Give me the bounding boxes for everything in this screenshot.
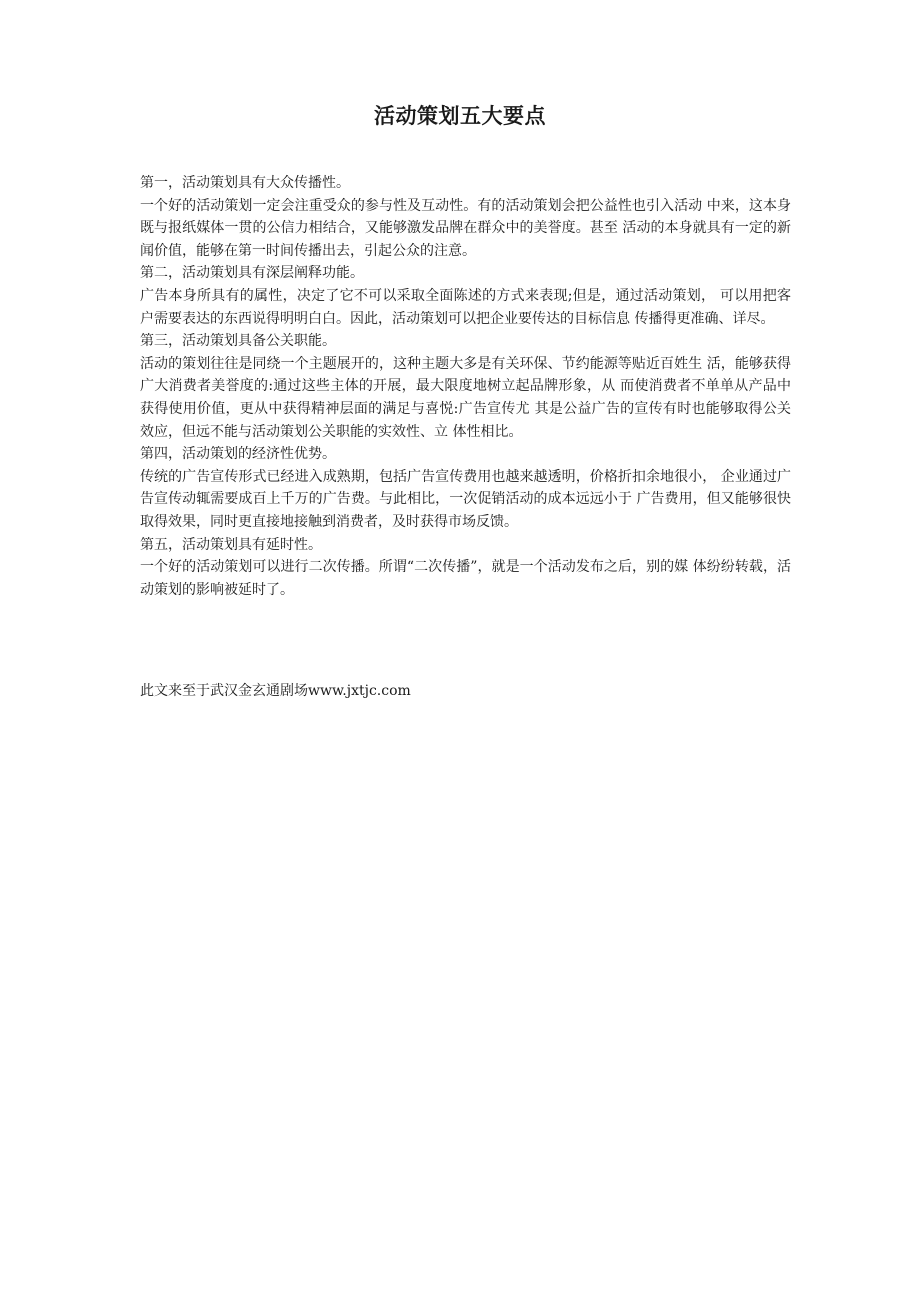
section-heading-5: 第五，活动策划具有延时性。 (140, 536, 322, 553)
section-paragraph-1: 一个好的活动策划一定会注重受众的参与性及互动性。有的活动策划会把公益性也引入活动 中来，这本身既与报纸媒体一贯的公信力相结合，又能够激发品牌在群众中的美誉度。甚至 活动的本身就具有一定的新闻价值，能够在第一时间传播出去，引起公众的注意。 (140, 197, 791, 259)
section-paragraph-3: 活动的策划往往是同绕一个主题展开的，这种主题大多是有关环保、节约能源等贴近百姓生 活，能够获得广大消费者美誉度的:通过这些主体的开展，最大限度地树立起品牌形象，从 而使消费者不单单从产品中获得使用价值，更从中获得精神层面的满足与喜悦:广告宣传尤 其是公益广告的宣传有时也能够取得公关效应，但远不能与活动策划公关职能的实效性、立 体性相比。 (140, 355, 791, 440)
document-body (140, 172, 791, 601)
section-heading-2: 第二，活动策划具有深层阐释功能。 (140, 265, 364, 282)
document-title: 活动策划五大要点 (374, 103, 546, 128)
section-heading-4: 第四，活动策划的经济性优势。 (140, 446, 336, 463)
section-paragraph-5: 一个好的活动策划可以进行二次传播。所谓“二次传播”，就是一个活动发布之后，别的媒 体纷纷转载，活动策划的影响被延时了。 (140, 559, 791, 598)
section-paragraph-2: 广告本身所具有的属性，决定了它不可以采取全面陈述的方式来表现;但是，通过活动策划， 可以用把客户需要表达的东西说得明明白白。因此，活动策划可以把企业要传达的目标信息 传播得更准确、详尽。 (140, 287, 791, 327)
source-footer: 此文来至于武汉金玄通剧场www.jxtjc.com (140, 683, 411, 699)
section-heading-1: 第一，活动策划具有大众传播性。 (140, 175, 350, 191)
section-paragraph-4: 传统的广告宣传形式已经进入成熟期，包括广告宣传费用也越来越透明，价格折扣余地很小， 企业通过广告宣传动辄需要成百上千万的广告费。与此相比，一次促销活动的成本远远小于 广告费用，但又能够很快取得效果，同时更直接地接触到消费者，及时获得市场反馈。 (140, 468, 791, 530)
section-heading-3: 第三，活动策划具备公关职能。 (140, 333, 336, 350)
